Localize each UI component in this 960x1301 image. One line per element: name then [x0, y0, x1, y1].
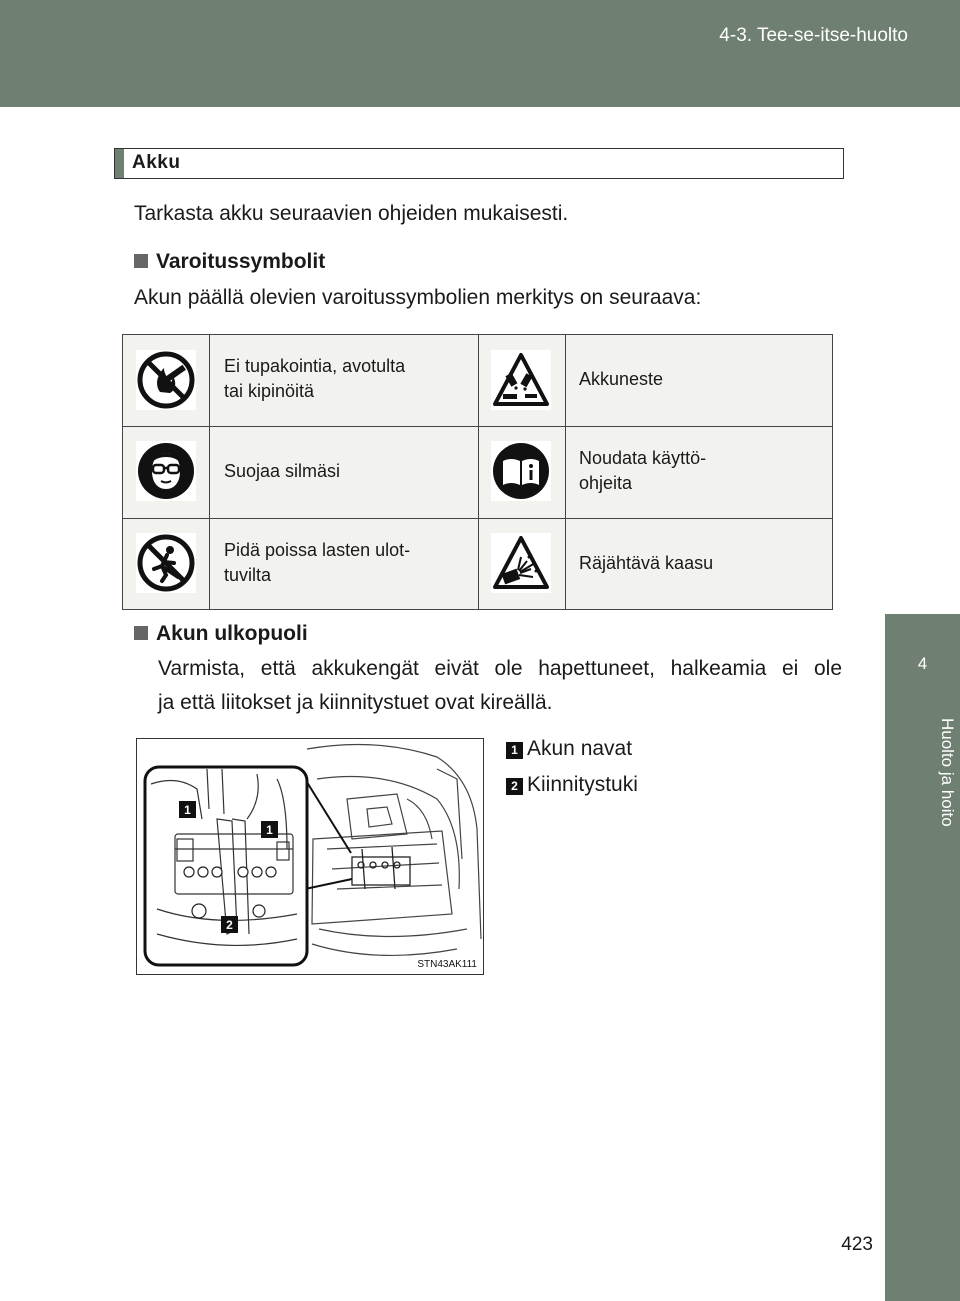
- symbol-label: [224, 354, 405, 404]
- header-bar: [0, 0, 960, 107]
- section-title-box: [114, 148, 844, 179]
- callout-item: [506, 735, 638, 771]
- figure-callout-list: [506, 735, 638, 807]
- warnings-heading-text: Varoitussymbolit: [156, 250, 326, 273]
- symbol-label-line: Pidä poissa lasten ulot-: [224, 540, 411, 560]
- table-divider: [565, 335, 566, 609]
- symbol-label-line: tuvilta: [224, 565, 272, 585]
- figure-badge-2: 2: [226, 918, 233, 932]
- figure-badge-1: 1: [266, 823, 273, 837]
- corrosive-acid-icon: [491, 350, 551, 410]
- figure-code: STN43AK111: [417, 959, 477, 970]
- warning-symbols-table: [122, 334, 833, 610]
- exterior-line: ja että liitokset ja kiinnitystuet ovat kireällä.: [158, 691, 553, 714]
- heading-bullet-icon: [134, 254, 148, 268]
- callout-badge: 1: [506, 742, 523, 759]
- symbol-label: [224, 459, 340, 484]
- symbol-label-line: tai kipinöitä: [224, 381, 315, 401]
- callout-badge: 2: [506, 778, 523, 795]
- eye-protection-icon: [136, 441, 196, 501]
- chapter-side-tab: [885, 614, 960, 1301]
- figure-badge-1: 1: [184, 803, 191, 817]
- symbol-label-line: Räjähtävä kaasu: [579, 553, 714, 573]
- callout-label: Kiinnitystuki: [527, 773, 638, 796]
- table-divider: [478, 335, 479, 609]
- warnings-description: Akun päällä olevien varoitussymbolien merkitys on seuraava:: [134, 286, 702, 309]
- read-manual-icon: [491, 441, 551, 501]
- explosive-gas-icon: [491, 533, 551, 593]
- callout-item: [506, 771, 638, 807]
- chapter-number: 4: [917, 654, 928, 673]
- no-smoking-icon: [136, 350, 196, 410]
- section-title: Akku: [132, 152, 181, 173]
- table-divider: [209, 335, 210, 609]
- symbol-label-line: ohjeita: [579, 473, 633, 493]
- table-divider: [123, 518, 832, 519]
- page-number: 423: [841, 1234, 873, 1255]
- symbol-label: [224, 538, 410, 588]
- exterior-body: [158, 652, 842, 720]
- section-title-header: 4-3. Tee-se-itse-huolto: [719, 25, 908, 46]
- battery-engine-bay-figure: [136, 738, 484, 975]
- heading-bullet-icon: [134, 626, 148, 640]
- exterior-heading: [134, 622, 308, 646]
- symbol-label: [579, 551, 713, 576]
- exterior-line: Varmista, että akkukengät eivät ole hapettuneet, halkeamia ei ole: [158, 657, 842, 680]
- symbol-label: [579, 367, 663, 392]
- intro-text: Tarkasta akku seuraavien ohjeiden mukaisesti.: [134, 202, 569, 225]
- symbol-label-line: Akkuneste: [579, 369, 664, 389]
- title-accent-strip: [115, 149, 124, 178]
- symbol-label-line: Suojaa silmäsi: [224, 461, 341, 481]
- symbol-label-line: Noudata käyttö-: [579, 448, 707, 468]
- chapter-title: Huolto ja hoito: [938, 718, 957, 827]
- warnings-heading: [134, 250, 325, 274]
- keep-away-children-icon: [136, 533, 196, 593]
- callout-label: Akun navat: [527, 737, 633, 760]
- exterior-heading-text: Akun ulkopuoli: [156, 622, 308, 645]
- symbol-label-line: Ei tupakointia, avotulta: [224, 356, 406, 376]
- table-divider: [123, 426, 832, 427]
- symbol-label: [579, 446, 706, 496]
